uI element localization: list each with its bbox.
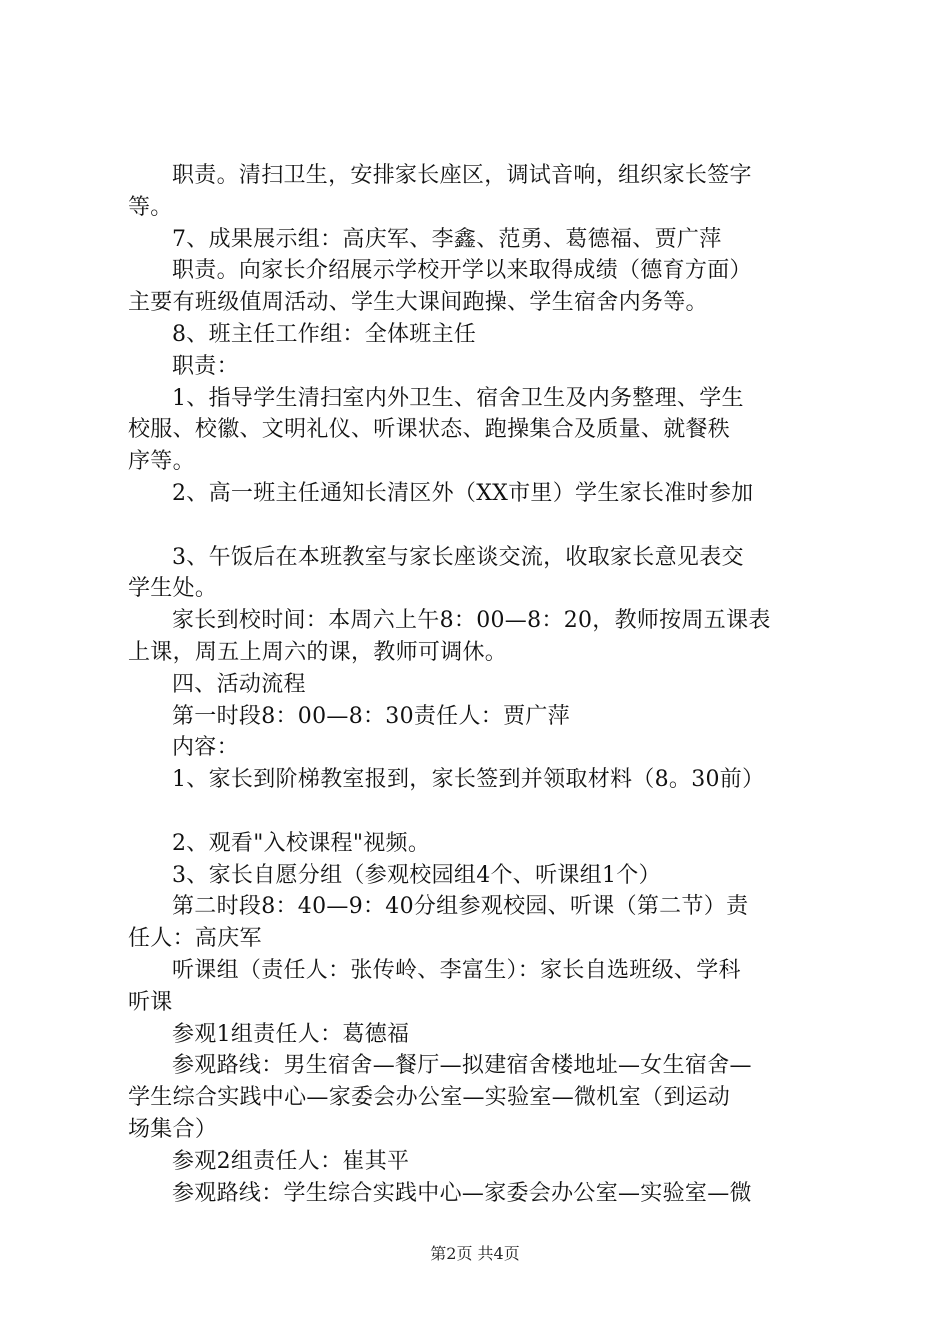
text-line: 3、午饭后在本班教室与家长座谈交流，收取家长意见表交	[172, 544, 744, 570]
paragraph	[128, 1178, 834, 1210]
text-line: 1、家长到阶梯教室报到，家长签到并领取材料（8。30前）	[172, 767, 765, 793]
text-line: 职责。清扫卫生，安排家长座区，调试音响，组织家长签字	[172, 163, 752, 188]
text-line: 第二时段8：40—9：40分组参观校园、听课（第二节）责	[172, 894, 749, 920]
paragraph	[128, 891, 834, 955]
paragraph	[128, 351, 834, 383]
paragraph	[128, 1019, 834, 1051]
text-line: 职责。向家长介绍展示学校开学以来取得成绩（德育方面）	[172, 258, 752, 284]
paragraph	[128, 224, 834, 256]
text-line: 2、高一班主任通知长清区外（XX市里）学生家长准时参加	[172, 480, 754, 506]
paragraph	[128, 828, 834, 860]
paragraph	[128, 764, 834, 796]
text-line: 听课	[128, 989, 173, 1015]
paragraph	[128, 701, 834, 733]
text-line: 听课组（责任人：张传岭、李富生）：家长自选班级、学科	[172, 957, 741, 983]
text-line: 参观路线：男生宿舍—餐厅—拟建宿舍楼地址—女生宿舍—	[172, 1053, 752, 1079]
paragraph	[128, 1146, 834, 1178]
text-line: 任人：高庆军	[128, 926, 262, 952]
paragraph	[128, 955, 834, 1019]
blank-line	[128, 796, 834, 828]
text-line: 校服、校徽、文明礼仪、听课状态、跑操集合及质量、就餐秩	[128, 417, 731, 443]
paragraph	[128, 319, 834, 351]
text-line: 第一时段8：00—8：30责任人：贾广萍	[172, 703, 570, 729]
text-line: 7、成果展示组：高庆军、李鑫、范勇、葛德福、贾广萍	[172, 226, 722, 252]
paragraph	[128, 160, 834, 224]
text-line: 学生综合实践中心—家委会办公室—实验室—微机室（到运动	[128, 1085, 731, 1111]
text-line: 8、班主任工作组：全体班主任	[172, 321, 477, 347]
paragraph	[128, 860, 834, 892]
text-line: 2、观看"入校课程"视频。	[172, 830, 431, 856]
text-line: 参观1组责任人：葛德福	[172, 1021, 410, 1047]
text-line: 四、活动流程	[172, 671, 306, 697]
blank-line	[128, 510, 834, 542]
paragraph	[128, 1050, 834, 1145]
paragraph	[128, 732, 834, 764]
paragraph	[128, 542, 834, 606]
document-body	[128, 160, 834, 1209]
text-line: 主要有班级值周活动、学生大课间跑操、学生宿舍内务等。	[128, 290, 708, 316]
text-line: 参观2组责任人：崔其平	[172, 1148, 410, 1174]
text-line: 等。	[128, 194, 173, 220]
text-line: 家长到校时间：本周六上午8：00—8：20，教师按周五课表	[172, 608, 771, 634]
text-line: 场集合）	[128, 1116, 218, 1142]
text-line: 3、家长自愿分组（参观校园组4个、听课组1个）	[172, 862, 661, 888]
paragraph	[128, 383, 834, 478]
page-footer: 第2页 共4页	[430, 1244, 520, 1263]
paragraph	[128, 605, 834, 669]
text-line: 上课，周五上周六的课，教师可调休。	[128, 639, 508, 665]
paragraph	[128, 669, 834, 701]
text-line: 序等。	[128, 449, 195, 475]
text-line: 学生处。	[128, 576, 218, 602]
paragraph	[128, 255, 834, 319]
text-line: 内容：	[172, 735, 239, 761]
text-line: 职责：	[172, 353, 239, 379]
paragraph	[128, 478, 834, 510]
text-line: 1、指导学生清扫室内外卫生、宿舍卫生及内务整理、学生	[172, 385, 744, 411]
text-line: 参观路线：学生综合实践中心—家委会办公室—实验室—微	[172, 1180, 752, 1206]
